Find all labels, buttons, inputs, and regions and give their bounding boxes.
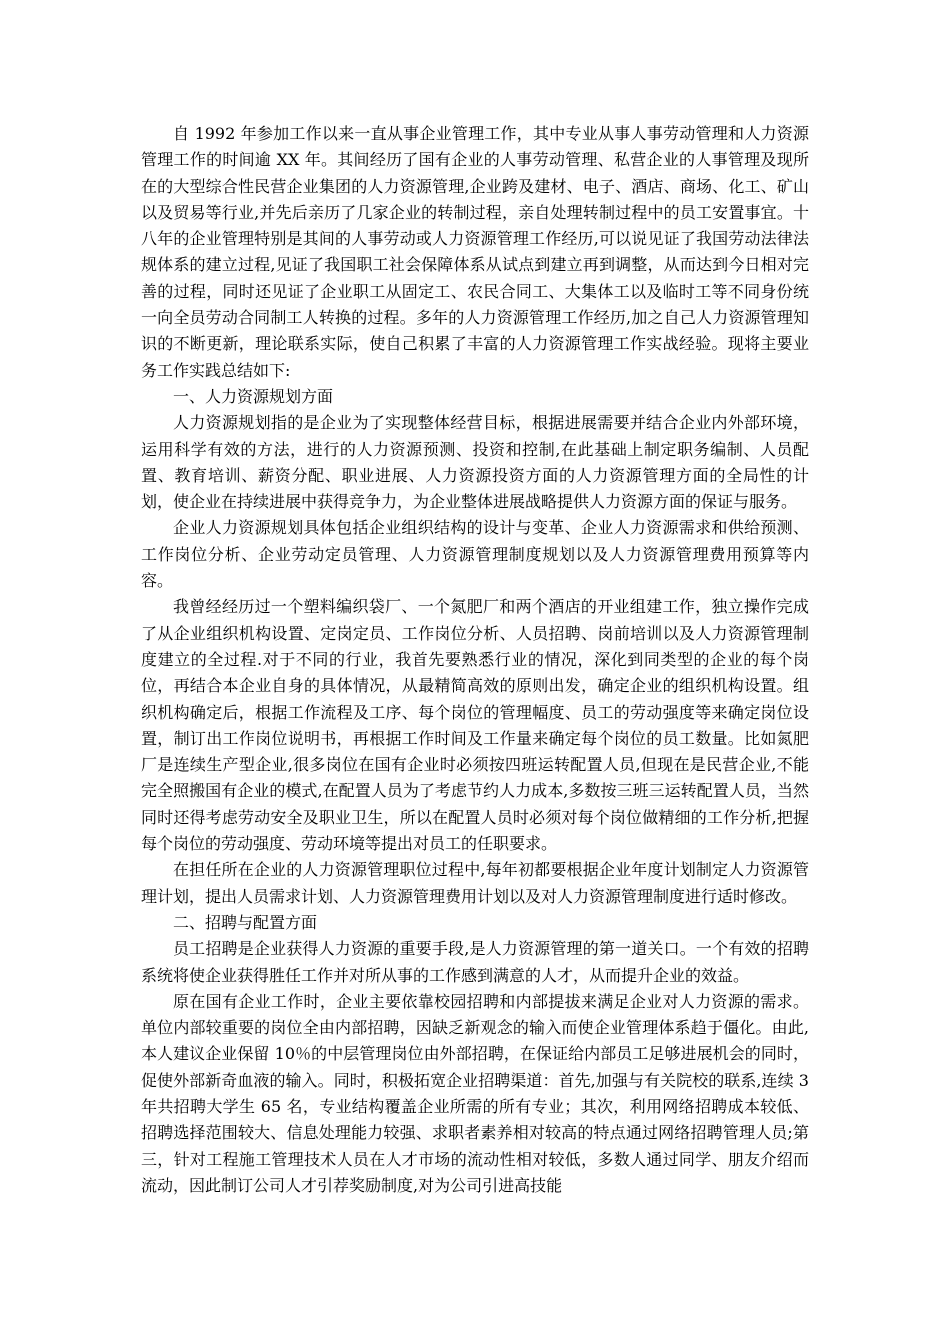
section-heading-planning: 一、人力资源规划方面	[173, 386, 334, 406]
paragraph-intro: 自 1992 年参加工作以来一直从事企业管理工作，其中专业从事人事劳动管理和人力资源管理工作的时间逾 XX 年。其间经历了国有企业的人事劳动管理、私营企业的人事管理及现所在的大型综合性民营企业集团的人力资源管理,企业跨及建材、电子、酒店、商场、化工、矿山以及贸易等行业,并先后亲历了几家企业的转制过程，亲自处理转制过程中的员工安置事宜。十八年的企业管理特别是其间的人事劳动或人力资源管理工作经历,可以说见证了我国劳动法律法规体系的建立过程,见证了我国职工社会保障体系从试点到建立再到调整，从而达到今日相对完善的过程，同时还见证了企业职工从固定工、农民合同工、大集体工以及临时工等不同身份统一向全员劳动合同制工人转换的过程。多年的人力资源管理工作经历,加之自己人力资源管理知识的不断更新，理论联系实际，使自己积累了丰富的人力资源管理工作实战经验。现将主要业务工作实践总结如下:	[141, 124, 809, 380]
document-body	[141, 121, 809, 1199]
paragraph-planning-content: 企业人力资源规划具体包括企业组织结构的设计与变革、企业人力资源需求和供给预测、工作岗位分析、企业劳动定员管理、人力资源管理制度规划以及人力资源管理费用预算等内容。	[141, 518, 809, 591]
paragraph-recruitment-experience: 原在国有企业工作时，企业主要依靠校园招聘和内部提拔来满足企业对人力资源的需求。单位内部较重要的岗位全由内部招聘，因缺乏新观念的输入而使企业管理体系趋于僵化。由此,本人建议企业保留 10％的中层管理岗位由外部招聘，在保证给内部员工足够进展机会的同时，促使外部新奇血液的输入。同时，积极拓宽企业招聘渠道：首先,加强与有关院校的联系,连续 3 年共招聘大学生 65 名，专业结构覆盖企业所需的所有专业；其次，利用网络招聘成本较低、招聘选择范围较大、信息处理能力较强、求职者素养相对较高的特点通过网络招聘管理人员;第三，针对工程施工管理技术人员在人才市场的流动性相对较低，多数人通过同学、朋友介绍而流动，因此制订公司人才引荐奖励制度,对为公司引进高技能	[141, 991, 809, 1195]
paragraph-planning-annual: 在担任所在企业的人力资源管理职位过程中,每年初都要根据企业年度计划制定人力资源管理计划，提出人员需求计划、人力资源管理费用计划以及对人力资源管理制度进行适时修改。	[141, 860, 809, 906]
paragraph-recruitment-definition: 员工招聘是企业获得人力资源的重要手段,是人力资源管理的第一道关口。一个有效的招聘系统将使企业获得胜任工作并对所从事的工作感到满意的人才，从而提升企业的效益。	[141, 939, 809, 985]
paragraph-planning-definition: 人力资源规划指的是企业为了实现整体经营目标，根据进展需要并结合企业内外部环境，运用科学有效的方法，进行的人力资源预测、投资和控制,在此基础上制定职务编制、人员配置、教育培训、薪资分配、职业进展、人力资源投资方面的人力资源管理方面的全局性的计划，使企业在持续进展中获得竞争力，为企业整体进展战略提供人力资源方面的保证与服务。	[141, 413, 809, 512]
paragraph-planning-experience: 我曾经经历过一个塑料编织袋厂、一个氮肥厂和两个酒店的开业组建工作，独立操作完成了从企业组织机构设置、定岗定员、工作岗位分析、人员招聘、岗前培训以及人力资源管理制度建立的全过程.对于不同的行业，我首先要熟悉行业的情况，深化到同类型的企业的每个岗位，再结合本企业自身的具体情况，从最精简高效的原则出发，确定企业的组织机构设置。组织机构确定后，根据工作流程及工序、每个岗位的管理幅度、员工的劳动强度等来确定岗位设置，制订出工作岗位说明书，再根据工作时间及工作量来确定每个岗位的员工数量。比如氮肥厂是连续生产型企业,很多岗位在国有企业时必须按四班运转配置人员,但现在是民营企业,不能完全照搬国有企业的模式,在配置人员为了考虑节约人力成本,多数按三班三运转配置人员，当然同时还得考虑劳动安全及职业卫生，所以在配置人员时必须对每个岗位做精细的工作分析,把握每个岗位的劳动强度、劳动环境等提出对员工的任职要求。	[141, 597, 809, 854]
section-heading-recruitment: 二、招聘与配置方面	[173, 912, 318, 932]
